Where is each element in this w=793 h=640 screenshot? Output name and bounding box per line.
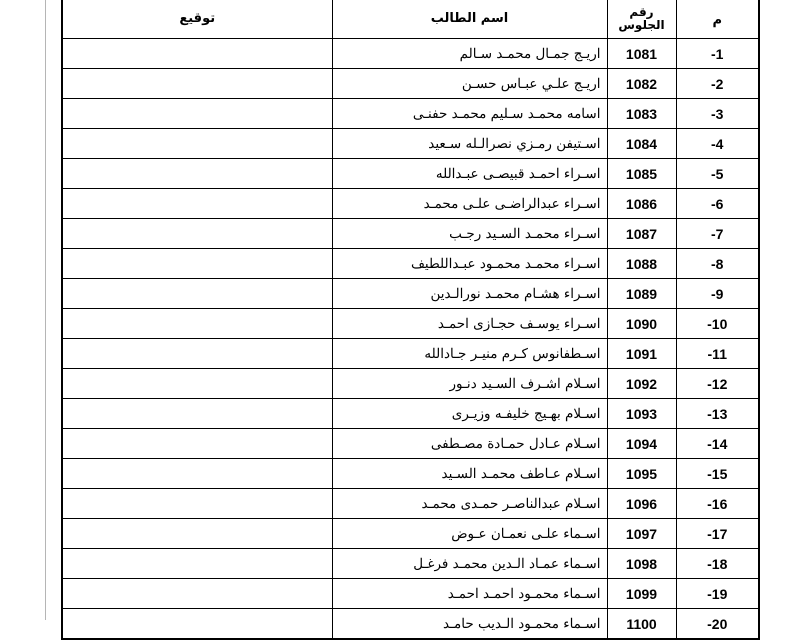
table-row [62,339,759,369]
seat-number-cell: 1087 [607,219,676,249]
student-name-cell: اسـلام عبدالناصـر حمـدى محمـد [332,489,607,519]
table-row [62,459,759,489]
header-seat-line1: رقم [629,5,654,19]
seat-number-cell: 1084 [607,129,676,159]
seat-number-cell: 1081 [607,39,676,69]
seat-number-cell: 1089 [607,279,676,309]
row-index-cell: -11 [676,339,759,369]
header-index: م [676,0,759,39]
row-index-cell: -1 [676,39,759,69]
student-name-cell: اسـراء محمـد محمـود عبـداللطيف [332,249,607,279]
signature-cell [62,189,332,219]
table-row [62,519,759,549]
seat-number-cell: 1085 [607,159,676,189]
student-roster-table [61,0,760,640]
student-name-cell: اريـج جمـال محمـد سـالم [332,39,607,69]
signature-cell [62,69,332,99]
signature-cell [62,579,332,609]
student-name-cell: اسـماء علـى نعمـان عـوض [332,519,607,549]
row-index-cell: -12 [676,369,759,399]
seat-number-cell: 1098 [607,549,676,579]
row-index-cell: -17 [676,519,759,549]
student-name-cell: اسـلام عـاطف محمـد السـيد [332,459,607,489]
row-index-cell: -2 [676,69,759,99]
signature-cell [62,129,332,159]
row-index-cell: -9 [676,279,759,309]
student-name-cell: اريـج علـي عبـاس حسـن [332,69,607,99]
header-seat-line2: الجلوس [618,18,665,32]
signature-cell [62,279,332,309]
seat-number-cell: 1090 [607,309,676,339]
seat-number-cell: 1094 [607,429,676,459]
signature-cell [62,519,332,549]
student-name-cell: اسـماء محمـود الـديب حامـد [332,609,607,640]
student-name-cell: اسـراء هشـام محمـد نورالـدين [332,279,607,309]
signature-cell [62,429,332,459]
table-row [62,399,759,429]
signature-cell [62,159,332,189]
row-index-cell: -10 [676,309,759,339]
table-header-row [62,0,759,39]
signature-cell [62,459,332,489]
row-index-cell: -16 [676,489,759,519]
table-row [62,219,759,249]
student-name-cell: اسـلام عـادل حمـادة مصـطفى [332,429,607,459]
signature-cell [62,489,332,519]
row-index-cell: -13 [676,399,759,429]
signature-cell [62,549,332,579]
row-index-cell: -6 [676,189,759,219]
page-edge-line [45,0,46,620]
signature-cell [62,339,332,369]
signature-cell [62,219,332,249]
student-name-cell: اسـماء محمـود احمـد احمـد [332,579,607,609]
table-row [62,429,759,459]
seat-number-cell: 1086 [607,189,676,219]
row-index-cell: -20 [676,609,759,640]
table-row [62,549,759,579]
signature-cell [62,399,332,429]
table-row [62,579,759,609]
seat-number-cell: 1097 [607,519,676,549]
table-row [62,489,759,519]
seat-number-cell: 1083 [607,99,676,129]
table-row [62,309,759,339]
signature-cell [62,99,332,129]
row-index-cell: -8 [676,249,759,279]
student-name-cell: اسـتيفن رمـزي نصرالـله سـعيد [332,129,607,159]
seat-number-cell: 1088 [607,249,676,279]
signature-cell [62,249,332,279]
table-row [62,189,759,219]
attendance-sheet [61,0,758,640]
student-name-cell: اسـراء عبدالراضـى علـى محمـد [332,189,607,219]
table-row [62,99,759,129]
row-index-cell: -5 [676,159,759,189]
row-index-cell: -3 [676,99,759,129]
seat-number-cell: 1091 [607,339,676,369]
signature-cell [62,309,332,339]
student-name-cell: اسـماء عمـاد الـدين محمـد فرغـل [332,549,607,579]
table-row [62,69,759,99]
student-name-cell: اسـراء احمـد قبيصـى عبـدالله [332,159,607,189]
roster-body [62,39,759,640]
table-row [62,39,759,69]
header-seat-number [607,0,676,39]
student-name-cell: اسـلام بهـيج خليفـه وزيـرى [332,399,607,429]
seat-number-cell: 1082 [607,69,676,99]
seat-number-cell: 1099 [607,579,676,609]
table-row [62,249,759,279]
table-row [62,609,759,640]
header-signature: توقيع [62,0,332,39]
signature-cell [62,39,332,69]
student-name-cell: اسـراء محمـد السـيد رجـب [332,219,607,249]
seat-number-cell: 1093 [607,399,676,429]
row-index-cell: -4 [676,129,759,159]
student-name-cell: اسـطفانوس كـرم منيـر جـادالله [332,339,607,369]
row-index-cell: -7 [676,219,759,249]
row-index-cell: -15 [676,459,759,489]
seat-number-cell: 1095 [607,459,676,489]
seat-number-cell: 1100 [607,609,676,640]
student-name-cell: اسـراء يوسـف حجـازى احمـد [332,309,607,339]
header-student-name: اسم الطالب [332,0,607,39]
seat-number-cell: 1096 [607,489,676,519]
row-index-cell: -18 [676,549,759,579]
seat-number-cell: 1092 [607,369,676,399]
signature-cell [62,369,332,399]
row-index-cell: -14 [676,429,759,459]
student-name-cell: اسامه محمـد سـليم محمـد حفنـى [332,99,607,129]
table-row [62,369,759,399]
row-index-cell: -19 [676,579,759,609]
table-row [62,159,759,189]
table-row [62,129,759,159]
student-name-cell: اسـلام اشـرف السـيد دنـور [332,369,607,399]
table-row [62,279,759,309]
signature-cell [62,609,332,640]
